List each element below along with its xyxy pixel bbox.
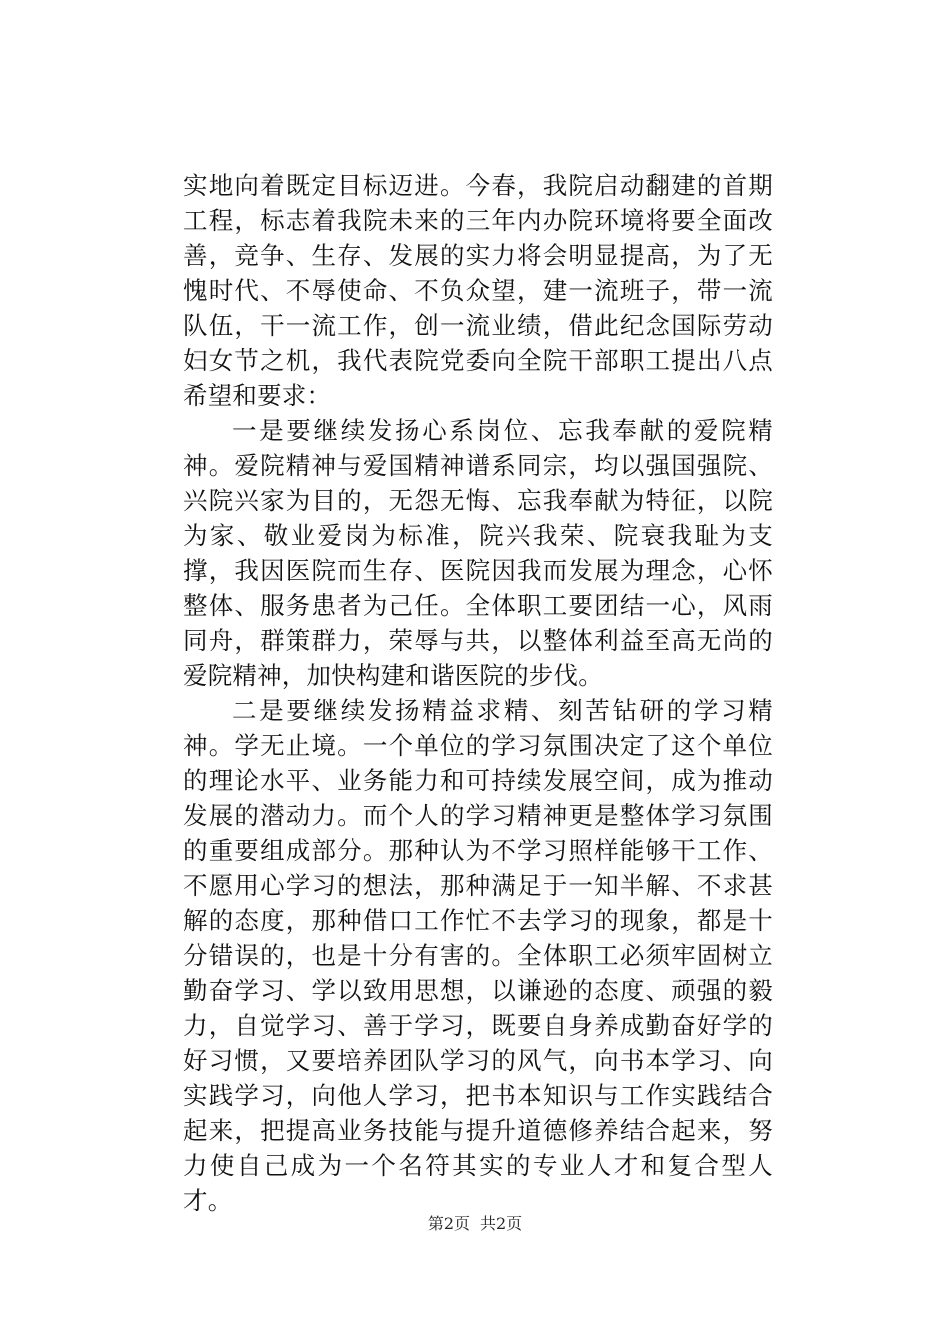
paragraph-point-two: 二是要继续发扬精益求精、刻苦钻研的学习精神。学无止境。一个单位的学习氛围决定了这个单位的理论水平、业务能力和可持续发展空间，成为推动发展的潜动力。而个人的学习精神更是整体学习氛围的重要组成部分。那种认为不学习照样能够干工作、不愿用心学习的想法，那种满足于一知半解、不求甚解的态度，那种借口工作忙不去学习的现象，都是十分错误的，也是十分有害的。全体职工必须牢固树立勤奋学习、学以致用思想，以谦逊的态度、顽强的毅力，自觉学习、善于学习，既要自身养成勤奋好学的好习惯，又要培养团队学习的风气，向书本学习、向实践学习，向他人学习，把书本知识与工作实践结合起来，把提高业务技能与提升道德修养结合起来，努力使自己成为一个名符其实的专业人才和复合型人才。 (183, 696, 773, 1215)
paragraph-point-one: 一是要继续发扬心系岗位、忘我奉献的爱院精神。爱院精神与爱国精神谱系同宗，均以强国强院、兴院兴家为目的，无怨无悔、忘我奉献为特征，以院为家、敬业爱岗为标准，院兴我荣、院衰我耻为支撑，我因医院而生存、医院因我而发展为理念，心怀整体、服务患者为己任。全体职工要团结一心，风雨同舟，群策群力，荣辱与共，以整体利益至高无尚的爱院精神，加快构建和谐医院的步伐。 (183, 416, 773, 690)
page-number: 第2页 (427, 1214, 470, 1233)
paragraph-continuation: 实地向着既定目标迈进。今春，我院启动翻建的首期工程，标志着我院未来的三年内办院环境将要全面改善，竞争、生存、发展的实力将会明显提高，为了无愧时代、不辱使命、不负众望，建一流班子，带一流队伍，干一流工作，创一流业绩，借此纪念国际劳动妇女节之机，我代表院党委向全院干部职工提出八点希望和要求： (183, 171, 773, 410)
document-body (183, 168, 773, 1218)
page-footer (0, 1214, 950, 1234)
page-total: 共2页 (480, 1214, 523, 1233)
